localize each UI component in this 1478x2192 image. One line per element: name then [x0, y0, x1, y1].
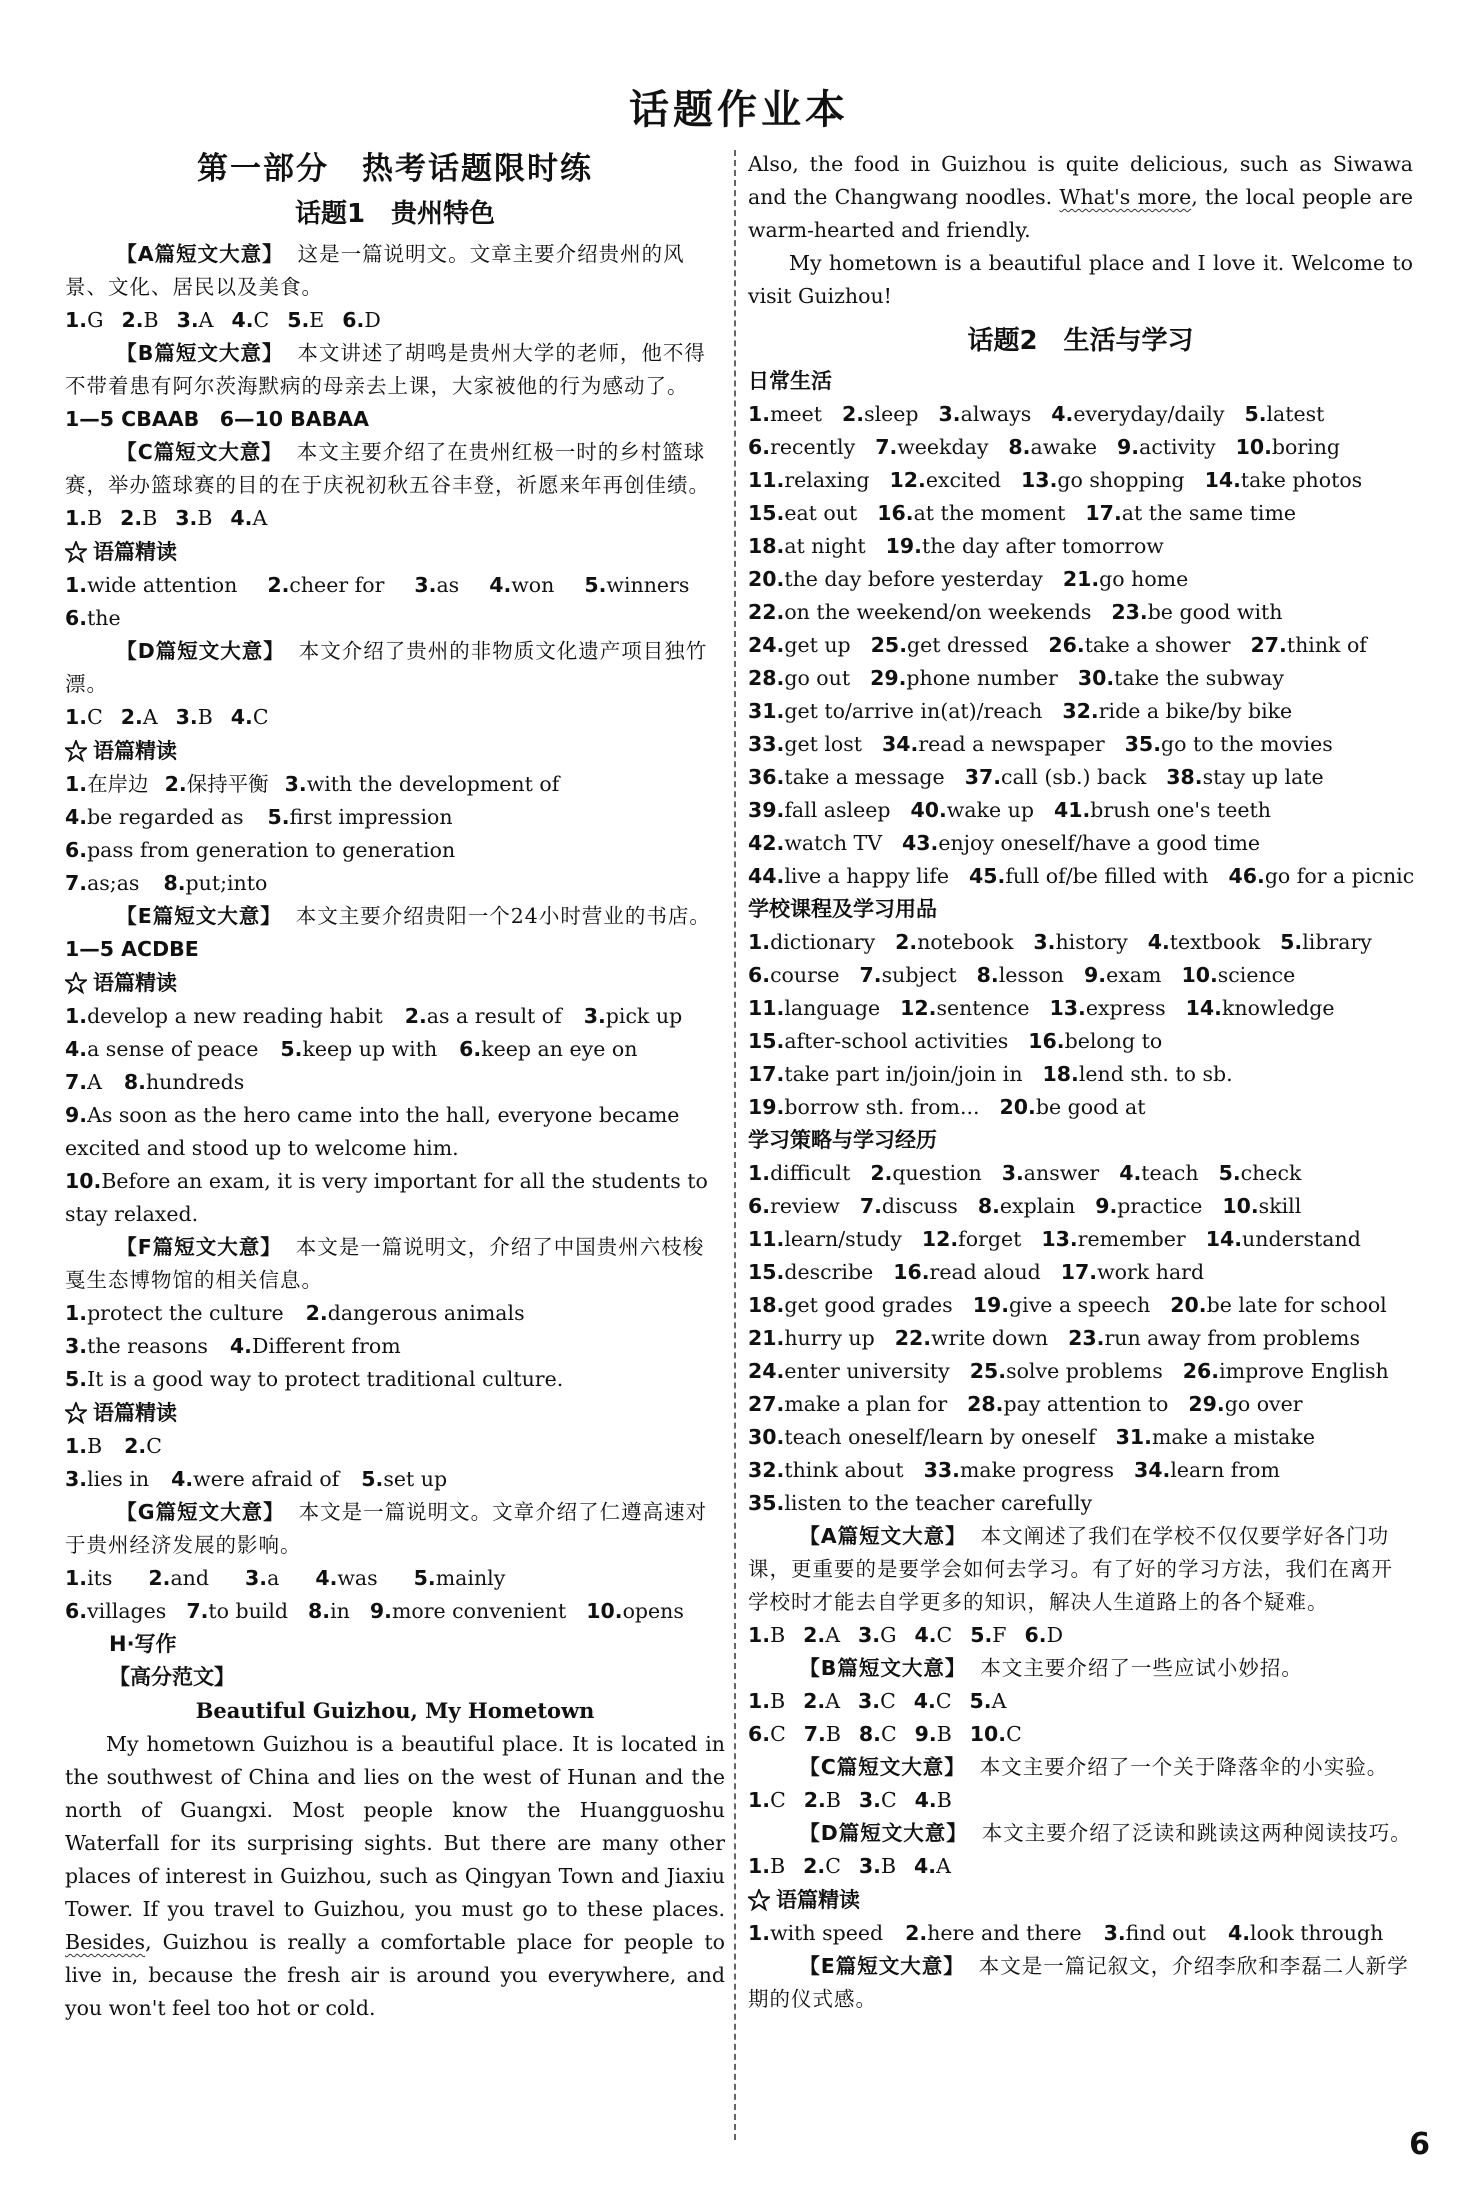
essay-title: Beautiful Guizhou, My Hometown [195, 1698, 595, 1723]
answer-item: 18.lend sth. to sb. [1042, 1062, 1233, 1086]
model-essay-tag: 【高分范文】 [109, 1665, 235, 1689]
close-reading-heading: 语篇精读 [65, 966, 725, 1000]
answer-item: 21.go home [1062, 567, 1189, 591]
answer-item: 1.B [65, 506, 103, 530]
answer-item: 1.with speed [748, 1921, 884, 1945]
answer-sentence [65, 1099, 725, 1165]
answer-item: 2.B [121, 308, 159, 332]
answer-item: 4.Different from [229, 1334, 401, 1358]
answer-item: 17.at the same time [1085, 501, 1297, 525]
answer-item: 4.teach [1119, 1161, 1199, 1185]
answer-item: 9.more convenient [369, 1599, 567, 1623]
answer-line [748, 992, 1413, 1025]
answer-item: 22.write down [894, 1326, 1049, 1350]
answer-item: 6.the [65, 606, 121, 630]
answer-item: 5.F [970, 1623, 1007, 1647]
answer-item: 3.the reasons [65, 1334, 208, 1358]
answer-line: 1—5 ACDBE [65, 937, 199, 961]
answer-line [748, 1850, 1413, 1883]
answer-item: 44.live a happy life [748, 864, 950, 888]
answer-item: 5.first impression [267, 805, 453, 829]
left-column [65, 148, 725, 2025]
answer-item: 22.on the weekend/on weekends [748, 600, 1092, 624]
answer-item: 10.C [969, 1722, 1022, 1746]
answer-line [748, 1322, 1413, 1355]
answer-line [748, 761, 1413, 794]
star-icon [748, 1889, 770, 1911]
answer-item: 1.在岸边 [65, 772, 149, 796]
answer-item: 1.B [748, 1854, 786, 1878]
answer-item: 6.recently [748, 435, 856, 459]
answer-item: 1.difficult [748, 1161, 851, 1185]
answer-item: 26.improve English [1182, 1359, 1389, 1383]
passage-c-summary: 【C篇短文大意】 本文主要介绍了在贵州红极一时的乡村篮球赛，举办篮球赛的目的在于庆祝初秋五谷丰登，祈愿来年再创佳绩。 [65, 440, 710, 497]
topic-2-title: 话题2 生活与学习 [967, 326, 1194, 356]
answer-item: 11.learn/study [748, 1227, 902, 1251]
answer-item: 32.think about [748, 1458, 904, 1482]
answer-line [748, 1289, 1413, 1322]
answer-item: 10.boring [1235, 435, 1341, 459]
answer-item: 13.go shopping [1021, 468, 1185, 492]
answer-line [748, 530, 1413, 563]
answer-item: 29.phone number [870, 666, 1058, 690]
answer-line [65, 1330, 725, 1363]
passage-e-summary: 【E篇短文大意】 本文主要介绍贵阳一个24小时营业的书店。 [116, 904, 711, 928]
wavy-underlined-word: What's more [1059, 185, 1192, 209]
answer-item: 34.read a newspaper [882, 732, 1105, 756]
answer-line [65, 1463, 725, 1496]
answer-item: 19.the day after tomorrow [885, 534, 1164, 558]
answer-item: 2.dangerous animals [305, 1301, 525, 1325]
answer-item: 7.B [803, 1722, 841, 1746]
answer-item: 12.forget [921, 1227, 1022, 1251]
answer-item: 15.describe [748, 1260, 874, 1284]
answer-item: 3.as [414, 573, 460, 597]
answer-item: 21.hurry up [748, 1326, 875, 1350]
answer-line [748, 1685, 1413, 1718]
answer-line [65, 569, 725, 602]
answer-item: 2.B [803, 1788, 841, 1812]
answer-item: 1.B [748, 1623, 786, 1647]
answer-item: 27.make a plan for [748, 1392, 948, 1416]
answer-line [65, 701, 725, 734]
answer-item: 3.with the development of [284, 772, 560, 796]
answer-item: 3.a [245, 1566, 280, 1590]
answer-line [748, 860, 1413, 893]
answer-item: 1.its [65, 1566, 113, 1590]
answer-item: 20.be late for school [1170, 1293, 1387, 1317]
answer-item: 12.sentence [900, 996, 1030, 1020]
answer-item: 16.read aloud [893, 1260, 1041, 1284]
answer-line [65, 1297, 725, 1330]
answer-line [65, 801, 725, 834]
answer-line [748, 1917, 1413, 1950]
answer-item: 1.wide attention [65, 573, 238, 597]
answer-item: 3.B [858, 1854, 897, 1878]
answer-item: 9.As soon as the hero came into the hall, everyone became excited and stood up to welcome him. [65, 1103, 680, 1160]
answer-line [748, 1157, 1413, 1190]
category-heading: 日常生活 [748, 369, 832, 393]
answer-item: 5.set up [361, 1467, 448, 1491]
answer-item: 2.A [803, 1689, 841, 1713]
answer-item: 28.pay attention to [967, 1392, 1169, 1416]
answer-item: 4.C [231, 308, 270, 332]
answer-line [748, 464, 1413, 497]
daily-life-answers [748, 398, 1413, 893]
answer-item: 39.fall asleep [748, 798, 891, 822]
passage-b-summary: 【B篇短文大意】 本文主要介绍了一些应试小妙招。 [799, 1656, 1303, 1680]
answer-item: 8.lesson [976, 963, 1065, 987]
answer-item: 5.E [287, 308, 325, 332]
answer-line [748, 926, 1413, 959]
answer-item: 10.opens [586, 1599, 684, 1623]
answer-line [65, 1066, 725, 1099]
answer-line [748, 728, 1413, 761]
answer-item: 10.science [1181, 963, 1296, 987]
answer-item: 20.the day before yesterday [748, 567, 1043, 591]
answer-item: 19.borrow sth. from... [748, 1095, 980, 1119]
answer-line [748, 431, 1413, 464]
answer-item: 4.be regarded as [65, 805, 244, 829]
answer-item: 6.D [1024, 1623, 1064, 1647]
answer-item: 3.A [176, 308, 214, 332]
answer-item: 4.C [913, 1689, 952, 1713]
strategy-answers [748, 1157, 1413, 1520]
answer-item: 7.as;as [65, 871, 140, 895]
answer-item: 3.always [938, 402, 1032, 426]
answer-line [748, 662, 1413, 695]
answer-line [65, 1562, 725, 1595]
answer-line [748, 563, 1413, 596]
answer-item: 7.to build [186, 1599, 289, 1623]
close-reading-heading: 语篇精读 [65, 535, 725, 569]
passage-e-summary: 【E篇短文大意】 本文是一篇记叙文，介绍李欣和李磊二人新学期的仪式感。 [748, 1954, 1409, 2011]
column-divider [734, 150, 736, 2140]
answer-item: 4.were afraid of [171, 1467, 340, 1491]
essay-continued: Also, the food in Guizhou is quite delicious, such as Siwawa and the Changwang noodles. What's more, the local people are warm-hearted and friendly. My hometown is a beautiful place and I love it. Welcome to visit Guizhou! [748, 152, 1413, 308]
answer-line [748, 629, 1413, 662]
answer-item: 2.保持平衡 [164, 772, 269, 796]
answer-item: 2.A [803, 1623, 841, 1647]
answer-item: 20.be good at [999, 1095, 1146, 1119]
answer-item: 4.look through [1227, 1921, 1384, 1945]
answer-item: 10.skill [1222, 1194, 1302, 1218]
close-reading-heading: 语篇精读 [748, 1883, 1413, 1917]
answer-item: 3.B [175, 705, 213, 729]
right-column [748, 148, 1413, 2016]
answer-item: 25.get dressed [870, 633, 1029, 657]
answer-item: 16.at the moment [877, 501, 1066, 525]
answer-item: 40.wake up [910, 798, 1034, 822]
answer-item: 1.dictionary [748, 930, 876, 954]
answer-item: 25.solve problems [969, 1359, 1163, 1383]
answer-item: 6.review [748, 1194, 840, 1218]
answer-item: 2.C [803, 1854, 841, 1878]
answer-item: 30.take the subway [1077, 666, 1284, 690]
answer-item: 32.ride a bike/by bike [1062, 699, 1293, 723]
answer-item: 3.find out [1103, 1921, 1206, 1945]
answer-item: 12.excited [889, 468, 1002, 492]
answer-item: 3.history [1033, 930, 1128, 954]
answer-item: 5.keep up with [280, 1037, 438, 1061]
page-number: 6 [1409, 2127, 1430, 2162]
answer-item: 45.full of/be filled with [969, 864, 1209, 888]
answer-item: 5.library [1280, 930, 1372, 954]
answer-item: 14.understand [1205, 1227, 1361, 1251]
answer-item: 1.protect the culture [65, 1301, 284, 1325]
answer-item: 6.villages [65, 1599, 167, 1623]
topic-1-title: 话题1 贵州特色 [294, 199, 496, 229]
answer-line [65, 1595, 725, 1628]
answer-line [748, 1388, 1413, 1421]
answer-item: 4.was [315, 1566, 378, 1590]
answer-line [65, 768, 725, 801]
answer-line [65, 1000, 725, 1033]
answer-item: 42.watch TV [748, 831, 883, 855]
answer-item: 5.winners [584, 573, 690, 597]
answer-item: 9.activity [1117, 435, 1216, 459]
answer-item: 14.knowledge [1185, 996, 1335, 1020]
school-answers [748, 926, 1413, 1124]
answer-item: 7.subject [859, 963, 957, 987]
answer-item: 2.as a result of [404, 1004, 562, 1028]
answer-item: 3.pick up [583, 1004, 683, 1028]
answer-item: 10.Before an exam, it is very important for all the students to stay relaxed. [65, 1169, 708, 1226]
wavy-underlined-word: Besides [65, 1930, 146, 1954]
answer-item: 1.C [65, 705, 103, 729]
answer-item: 6.pass from generation to generation [65, 838, 456, 862]
answer-item: 4.C [230, 705, 269, 729]
answer-item: 1.meet [748, 402, 823, 426]
answer-item: 3.B [175, 506, 213, 530]
answer-item: 2.question [870, 1161, 982, 1185]
answer-line [748, 1355, 1413, 1388]
answer-line [65, 1430, 725, 1463]
answer-item: 13.remember [1041, 1227, 1186, 1251]
answer-item: 4.A [230, 506, 268, 530]
passage-a-summary: 【A篇短文大意】 这是一篇说明文。文章主要介绍贵州的风景、文化、居民以及美食。 [65, 242, 685, 299]
answer-item: 7.weekday [875, 435, 989, 459]
answer-item: 8.awake [1008, 435, 1098, 459]
answer-line [65, 834, 725, 867]
answer-item: 8.in [308, 1599, 350, 1623]
passage-b-summary: 【B篇短文大意】 本文讲述了胡鸣是贵州大学的老师，他不得不带着患有阿尔茨海默病的母亲去上课，大家被他的行为感动了。 [65, 341, 706, 398]
answer-item: 2.A [120, 705, 158, 729]
answer-item: 2.C [124, 1434, 162, 1458]
answer-item: 18.get good grades [748, 1293, 953, 1317]
answer-line [65, 1033, 725, 1066]
answer-item: 24.get up [748, 633, 851, 657]
answer-item: 29.go over [1188, 1392, 1303, 1416]
answer-item: 4.textbook [1147, 930, 1261, 954]
answer-item: 23.run away from problems [1068, 1326, 1360, 1350]
answer-line [748, 1718, 1413, 1751]
answer-item: 33.get lost [748, 732, 862, 756]
answer-line [65, 304, 725, 337]
answer-item: 5.A [969, 1689, 1007, 1713]
answer-item: 4.won [489, 573, 555, 597]
answer-item: 8.C [858, 1722, 897, 1746]
answer-item: 5.check [1218, 1161, 1302, 1185]
answer-line [748, 1223, 1413, 1256]
star-icon [65, 1402, 87, 1424]
answer-item: 41.brush one's teeth [1053, 798, 1271, 822]
answer-line [748, 596, 1413, 629]
answer-item: 2.B [120, 506, 158, 530]
answer-line [748, 1058, 1413, 1091]
answer-line [65, 867, 725, 900]
answer-item: 31.make a mistake [1115, 1425, 1315, 1449]
answer-item: 3.C [858, 1788, 897, 1812]
star-icon [65, 972, 87, 994]
answer-item: 8.put;into [163, 871, 268, 895]
answer-item: 37.call (sb.) back [964, 765, 1147, 789]
passage-d-summary: 【D篇短文大意】 本文主要介绍了泛读和跳读这两种阅读技巧。 [799, 1821, 1412, 1845]
answer-item: 9.exam [1084, 963, 1162, 987]
answer-item: 2.and [148, 1566, 210, 1590]
answer-item: 4.everyday/daily [1051, 402, 1225, 426]
answer-item: 3.C [858, 1689, 896, 1713]
answer-item: 6.course [748, 963, 840, 987]
answer-item: 3.G [858, 1623, 897, 1647]
answer-item: 5.latest [1244, 402, 1325, 426]
answer-item: 6.D [342, 308, 381, 332]
answer-item: 14.take photos [1204, 468, 1363, 492]
answer-item: 26.take a shower [1048, 633, 1231, 657]
passage-d-summary: 【D篇短文大意】 本文介绍了贵州的非物质文化遗产项目独竹漂。 [65, 639, 708, 696]
part-title: 第一部分 热考话题限时练 [197, 151, 593, 187]
answer-item: 27.think of [1250, 633, 1367, 657]
answer-line [65, 502, 725, 535]
answer-item: 13.express [1049, 996, 1166, 1020]
answer-item: 36.take a message [748, 765, 945, 789]
answer-item: 9.practice [1095, 1194, 1203, 1218]
answer-item: 7.A [65, 1070, 102, 1094]
answer-item: 35.go to the movies [1124, 732, 1333, 756]
answer-line [65, 602, 725, 635]
answer-line [65, 1363, 725, 1396]
passage-f-summary: 【F篇短文大意】 本文是一篇说明文，介绍了中国贵州六枝梭戛生态博物馆的相关信息。 [65, 1235, 705, 1292]
answer-line [748, 1421, 1413, 1454]
answer-item: 18.at night [748, 534, 866, 558]
essay-body: My hometown Guizhou is a beautiful place. It is located in the southwest of China and lies on the west of Hunan and the north of Guangxi. Most people know the Huangguoshu Waterfall for its surprising sights. But there are many other places of interest in Guizhou, such as Qingyan Town and Jiaxiu Tower. If you travel to Guizhou, you must go to these places. Besides, Guizhou is really a comfortable place for people to live in, because the fresh air is around you everywhere, and you won't feel too hot or cold. [65, 1732, 725, 2020]
passage-a-summary: 【A篇短文大意】 本文阐述了我们在学校不仅仅要学好各门功课，更重要的是要学会如何去学习。有了好的学习方法，我们在离开学校时才能去自学更多的知识，解决人生道路上的各个疑难。 [748, 1524, 1393, 1614]
answer-item: 2.cheer for [267, 573, 385, 597]
answer-item: 2.here and there [905, 1921, 1082, 1945]
answer-line [748, 1619, 1413, 1652]
answer-item: 1.B [65, 1434, 103, 1458]
answer-item: 35.listen to the teacher carefully [748, 1491, 1093, 1515]
answer-item: 17.take part in/join/join in [748, 1062, 1023, 1086]
answer-line [748, 1487, 1413, 1520]
answer-item: 19.give a speech [972, 1293, 1151, 1317]
answer-line: 1—5 CBAAB 6—10 BABAA [65, 407, 369, 431]
answer-item: 5.mainly [413, 1566, 506, 1590]
answer-item: 6.keep an eye on [459, 1037, 638, 1061]
star-icon [65, 740, 87, 762]
answer-item: 15.after-school activities [748, 1029, 1009, 1053]
category-heading: 学习策略与学习经历 [748, 1128, 937, 1152]
passage-g-summary: 【G篇短文大意】 本文是一篇说明文。文章介绍了仁遵高速对于贵州经济发展的影响。 [65, 1500, 708, 1557]
answer-line [748, 959, 1413, 992]
answer-item: 2.notebook [895, 930, 1014, 954]
answer-item: 15.eat out [748, 501, 858, 525]
answer-line [748, 497, 1413, 530]
answer-item: 1.C [748, 1788, 786, 1812]
answer-item: 38.stay up late [1166, 765, 1324, 789]
answer-item: 9.B [914, 1722, 952, 1746]
answer-item: 4.A [914, 1854, 951, 1878]
answer-item: 8.hundreds [123, 1070, 245, 1094]
answer-item: 4.a sense of peace [65, 1037, 259, 1061]
close-reading-heading: 语篇精读 [65, 734, 725, 768]
answer-item: 23.be good with [1111, 600, 1283, 624]
answer-item: 16.belong to [1028, 1029, 1163, 1053]
answer-item: 4.B [914, 1788, 952, 1812]
answer-item: 3.answer [1001, 1161, 1100, 1185]
answer-item: 30.teach oneself/learn by oneself [748, 1425, 1096, 1449]
answer-item: 1.B [748, 1689, 786, 1713]
answer-item: 8.explain [977, 1194, 1076, 1218]
answer-item: 11.relaxing [748, 468, 870, 492]
answer-item: 1.develop a new reading habit [65, 1004, 383, 1028]
close-reading-heading: 语篇精读 [65, 1396, 725, 1430]
answer-item: 6.C [748, 1722, 786, 1746]
answer-sentence [65, 1165, 725, 1231]
writing-heading: H·写作 [109, 1632, 177, 1656]
answer-line [748, 398, 1413, 431]
answer-item: 31.get to/arrive in(at)/reach [748, 699, 1043, 723]
answer-item: 4.C [914, 1623, 953, 1647]
answer-item: 33.make progress [923, 1458, 1115, 1482]
category-heading: 学校课程及学习用品 [748, 897, 937, 921]
answer-item: 28.go out [748, 666, 851, 690]
answer-line [748, 1025, 1413, 1058]
answer-item: 24.enter university [748, 1359, 950, 1383]
answer-line [748, 1454, 1413, 1487]
answer-item: 5.It is a good way to protect traditional culture. [65, 1367, 564, 1391]
answer-item: 3.lies in [65, 1467, 150, 1491]
answer-line [748, 1091, 1413, 1124]
answer-item: 2.sleep [842, 402, 919, 426]
answer-item: 43.enjoy oneself/have a good time [902, 831, 1261, 855]
answer-item: 34.learn from [1134, 1458, 1280, 1482]
answer-line [748, 794, 1413, 827]
page-title: 话题作业本 [629, 87, 849, 133]
answer-line [748, 1190, 1413, 1223]
answer-item: 11.language [748, 996, 881, 1020]
star-icon [65, 541, 87, 563]
answer-line [748, 827, 1413, 860]
answer-line [748, 695, 1413, 728]
answer-item: 1.G [65, 308, 104, 332]
answer-item: 7.discuss [859, 1194, 958, 1218]
answer-item: 46.go for a picnic [1228, 864, 1415, 888]
answer-line [748, 1784, 1413, 1817]
answer-item: 17.work hard [1060, 1260, 1205, 1284]
passage-c-summary: 【C篇短文大意】 本文主要介绍了一个关于降落伞的小实验。 [799, 1755, 1389, 1779]
answer-line [748, 1256, 1413, 1289]
